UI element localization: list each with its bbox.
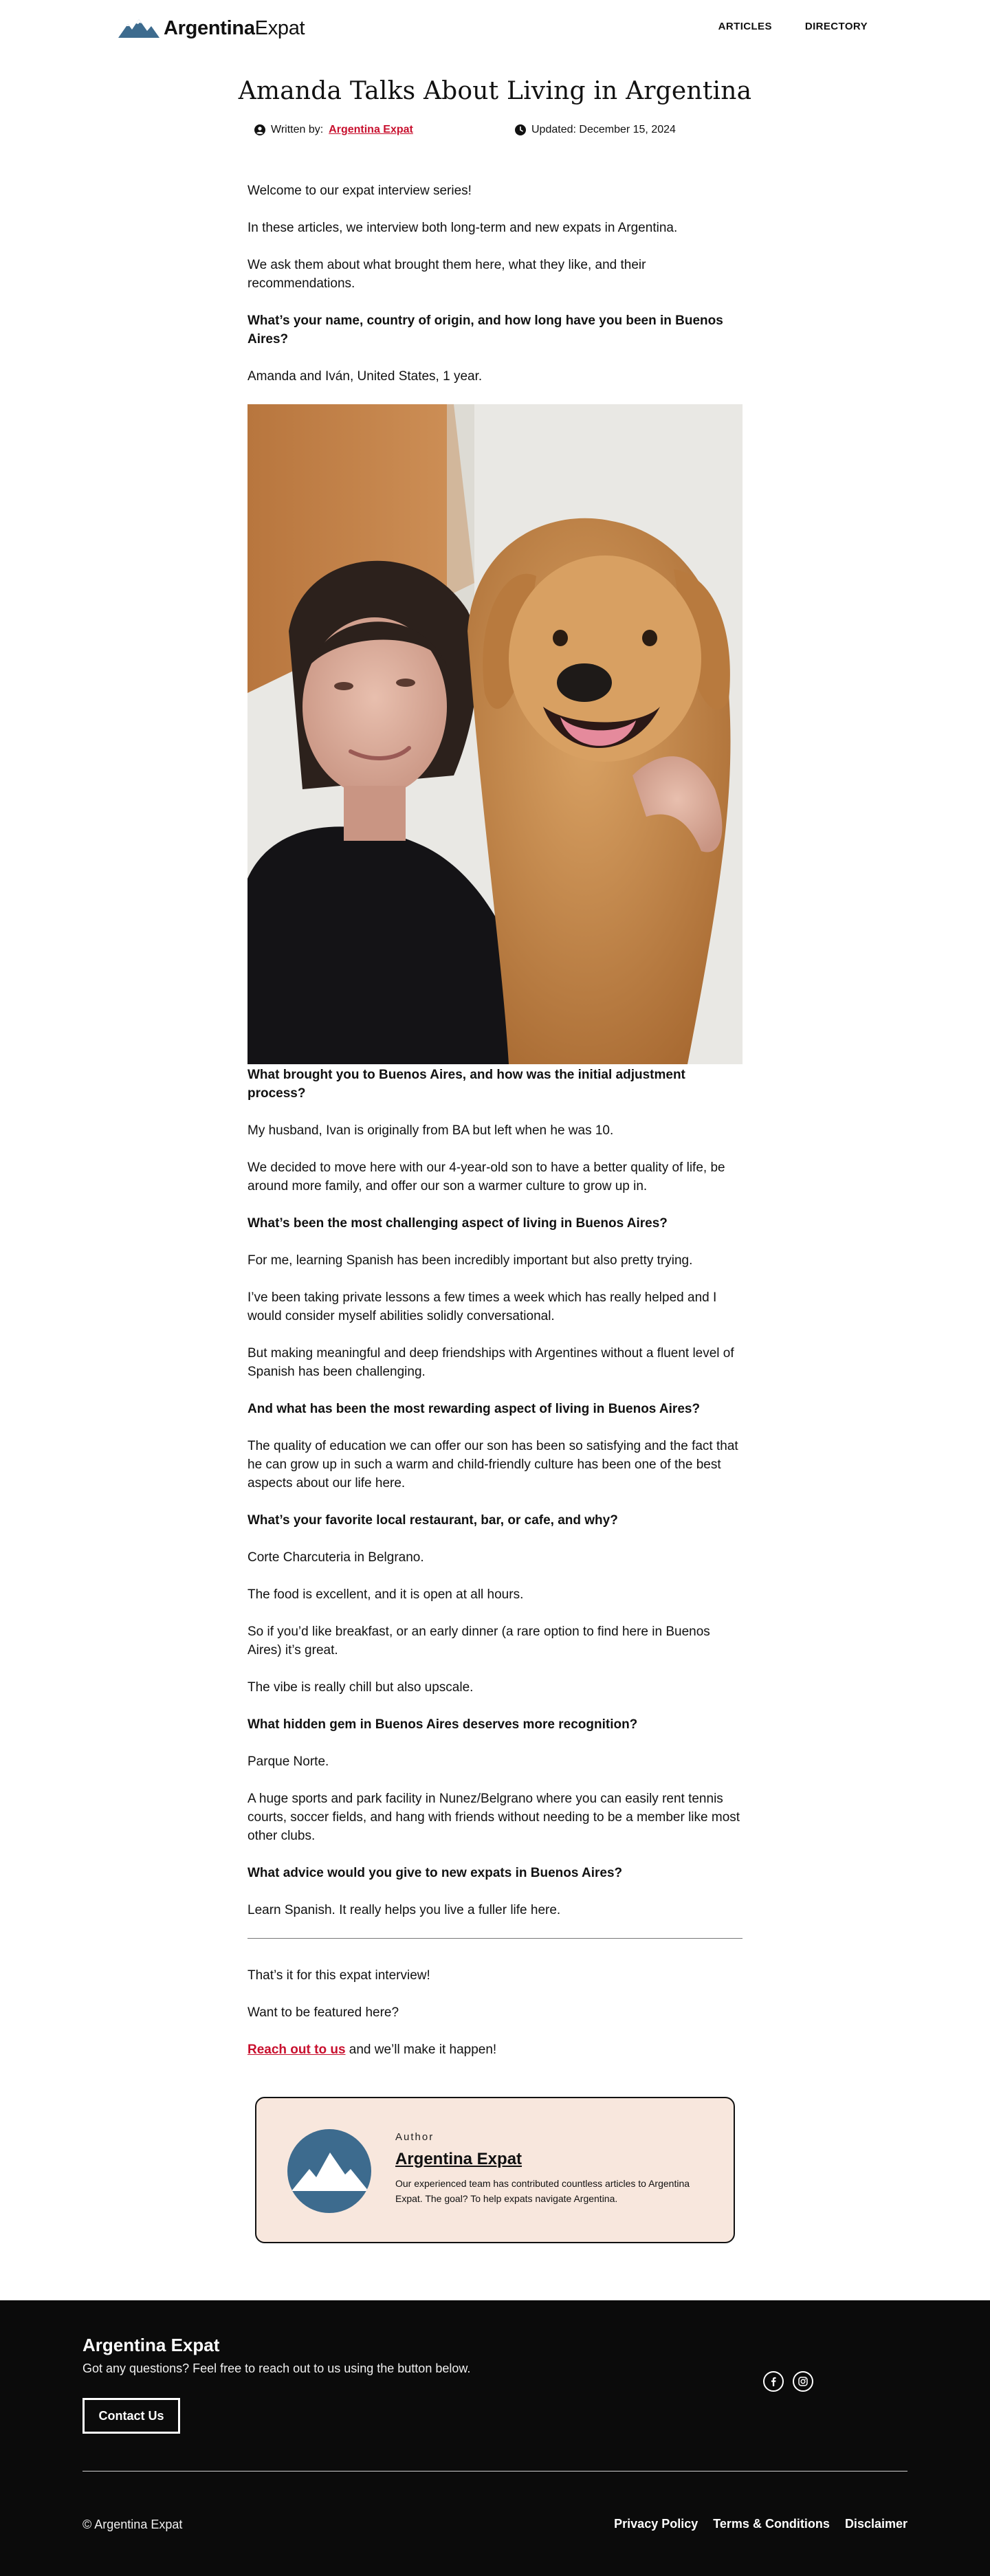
answer-paragraph: Parque Norte. bbox=[248, 1754, 329, 1769]
answer-paragraph: The vibe is really chill but also upscale. bbox=[248, 1680, 474, 1695]
author-box bbox=[255, 2097, 735, 2243]
question-heading: What’s been the most challenging aspect of living in Buenos Aires? bbox=[248, 1216, 668, 1231]
contact-us-button[interactable]: Contact Us bbox=[82, 2398, 180, 2434]
footer-divider bbox=[82, 2471, 908, 2472]
outro-paragraph: Want to be featured here? bbox=[248, 2005, 399, 2020]
nav-articles[interactable]: ARTICLES bbox=[718, 21, 772, 32]
reach-out-link[interactable]: Reach out to us bbox=[248, 2043, 346, 2057]
answer-paragraph: But making meaningful and deep friendships with Argentines without a fluent level of Spanish has been challenging. bbox=[248, 1346, 734, 1379]
author-info bbox=[395, 2131, 712, 2206]
answer-paragraph: We decided to move here with our 4-year-old son to have a better quality of life, be around more family, and offer our son a warmer culture to grow up in. bbox=[248, 1160, 725, 1193]
logo-text: ArgentinaExpat bbox=[164, 16, 305, 39]
author-bio: Our experienced team has contributed countless articles to Argentina Expat. The goal? To help expats navigate Argentina. bbox=[395, 2178, 690, 2204]
answer-paragraph: Learn Spanish. It really helps you live a fuller life here. bbox=[248, 1903, 561, 1917]
outro-paragraph: That’s it for this expat interview! bbox=[248, 1968, 430, 1983]
intro-paragraph: In these articles, we interview both long-term and new expats in Argentina. bbox=[248, 221, 678, 235]
mountain-logo-icon bbox=[118, 17, 160, 39]
section-divider bbox=[248, 1938, 742, 1939]
main-nav bbox=[718, 21, 868, 32]
article-body bbox=[248, 181, 742, 2078]
nav-directory[interactable]: DIRECTORY bbox=[804, 21, 868, 32]
written-by-label: Written by: bbox=[271, 124, 324, 135]
user-circle-icon bbox=[254, 124, 265, 135]
answer-paragraph: The food is excellent, and it is open at all hours. bbox=[248, 1587, 524, 1602]
legal-nav bbox=[614, 2517, 908, 2531]
site-header bbox=[0, 0, 990, 56]
page-title: Amanda Talks About Living in Argentina bbox=[238, 77, 752, 105]
updated-date: Updated: December 15, 2024 bbox=[531, 124, 676, 135]
mountain-avatar-icon bbox=[287, 2129, 371, 2213]
intro-paragraph: We ask them about what brought them here, what they like, and their recommendations. bbox=[248, 258, 646, 291]
clock-icon bbox=[515, 124, 526, 135]
disclaimer-link[interactable]: Disclaimer bbox=[844, 2517, 908, 2531]
intro-paragraph: Welcome to our expat interview series! bbox=[248, 184, 472, 198]
question-heading: What’s your favorite local restaurant, bar, or cafe, and why? bbox=[248, 1513, 618, 1528]
facebook-link[interactable] bbox=[763, 2371, 784, 2392]
question-heading: And what has been the most rewarding aspect of living in Buenos Aires? bbox=[248, 1402, 701, 1416]
author-eyebrow: Author bbox=[395, 2131, 434, 2143]
answer-paragraph: My husband, Ivan is originally from BA but left when he was 10. bbox=[248, 1123, 614, 1138]
site-footer bbox=[0, 2300, 990, 2576]
question-heading: What advice would you give to new expats in Buenos Aires? bbox=[248, 1866, 623, 1880]
author-avatar bbox=[287, 2129, 371, 2213]
copyright: © Argentina Expat bbox=[82, 2518, 183, 2531]
footer-brand: Argentina Expat bbox=[82, 2335, 220, 2355]
interview-photo bbox=[248, 404, 742, 1064]
updated-meta bbox=[515, 124, 676, 136]
instagram-icon bbox=[798, 2376, 808, 2387]
privacy-policy-link[interactable]: Privacy Policy bbox=[614, 2517, 698, 2531]
cta-paragraph bbox=[248, 2040, 742, 2059]
question-heading: What brought you to Buenos Aires, and how was the initial adjustment process? bbox=[248, 1068, 685, 1101]
author-meta bbox=[254, 124, 413, 136]
answer-paragraph: For me, learning Spanish has been incredibly important but also pretty trying. bbox=[248, 1253, 693, 1268]
answer-paragraph: So if you’d like breakfast, or an early dinner (a rare option to find here in Buenos Aires) it’s great. bbox=[248, 1625, 710, 1658]
author-name-link[interactable]: Argentina Expat bbox=[395, 2150, 522, 2168]
instagram-link[interactable] bbox=[793, 2371, 813, 2392]
terms-link[interactable]: Terms & Conditions bbox=[713, 2517, 830, 2531]
woman-with-golden-retriever-photo bbox=[248, 404, 742, 1064]
footer-tagline: Got any questions? Feel free to reach out to us using the button below. bbox=[82, 2362, 471, 2375]
question-heading: What’s your name, country of origin, and how long have you been in Buenos Aires? bbox=[248, 313, 723, 346]
author-link[interactable]: Argentina Expat bbox=[329, 124, 413, 135]
answer-paragraph: Amanda and Iván, United States, 1 year. bbox=[248, 369, 483, 384]
answer-paragraph: Corte Charcuteria in Belgrano. bbox=[248, 1550, 424, 1565]
cta-text: and we’ll make it happen! bbox=[345, 2043, 497, 2057]
question-heading: What hidden gem in Buenos Aires deserves more recognition? bbox=[248, 1717, 638, 1732]
site-logo[interactable] bbox=[118, 16, 305, 40]
answer-paragraph: I’ve been taking private lessons a few times a week which has really helped and I would consider myself abilities solidly conversational. bbox=[248, 1290, 717, 1323]
answer-paragraph: A huge sports and park facility in Nunez/Belgrano where you can easily rent tennis courts, soccer fields, and hang with friends without needing to be a member like most other clubs. bbox=[248, 1792, 740, 1843]
answer-paragraph: The quality of education we can offer our son has been so satisfying and the fact that he can grow up in such a warm and child-friendly culture has been one of the best aspects about our life here. bbox=[248, 1439, 738, 1490]
facebook-icon bbox=[768, 2376, 779, 2387]
